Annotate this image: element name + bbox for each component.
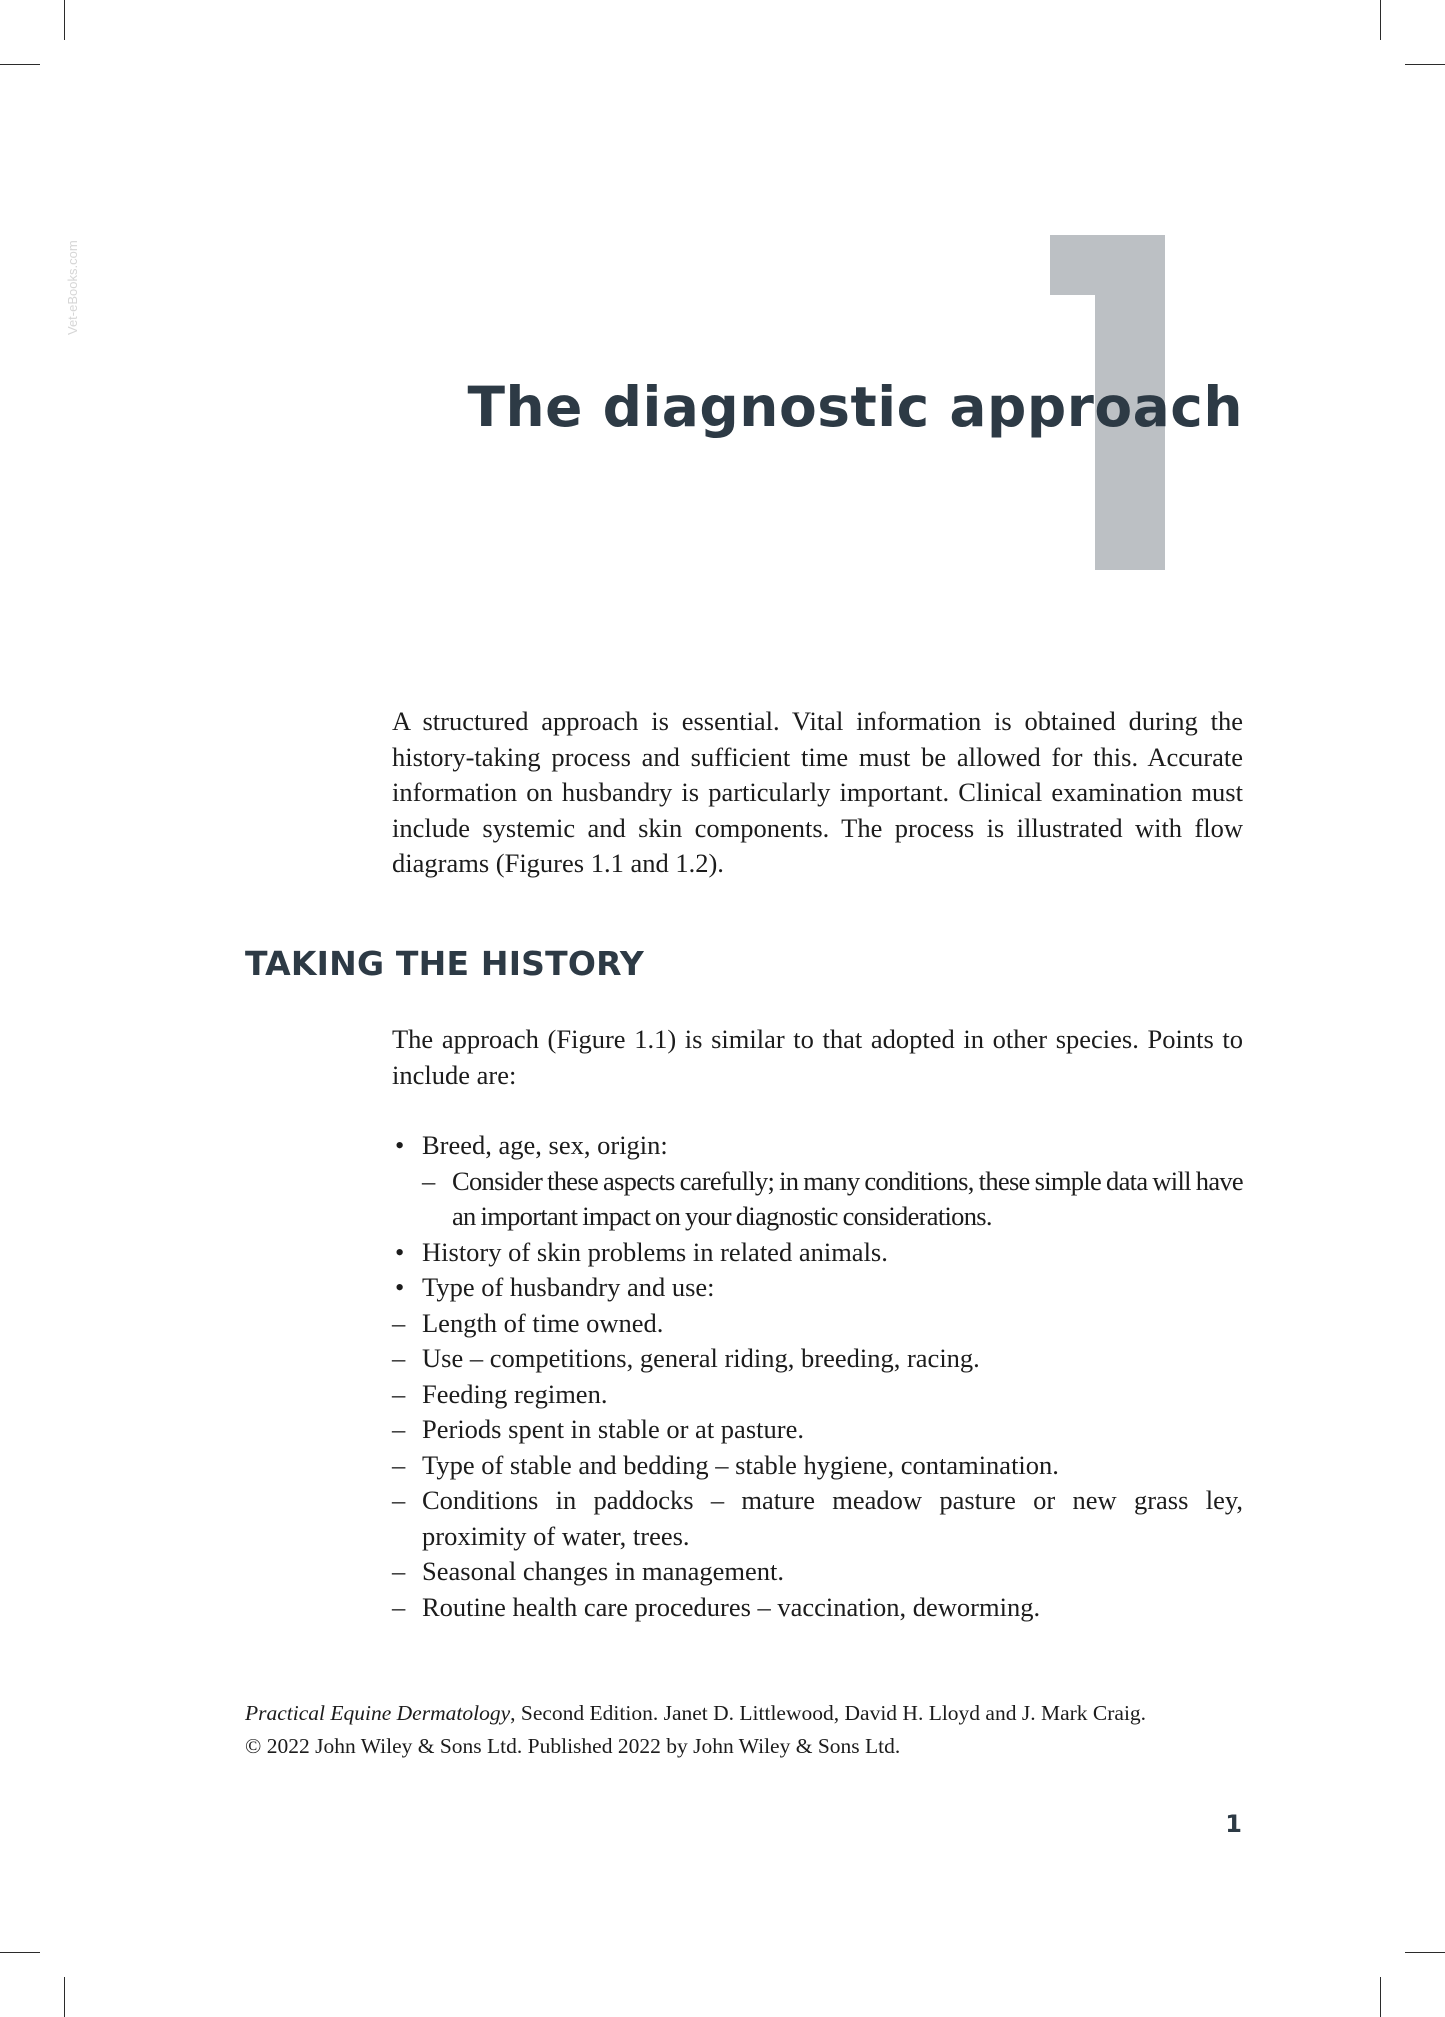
dash-marker: – xyxy=(392,1449,406,1480)
crop-mark xyxy=(1380,0,1381,40)
book-title: Practical Equine Dermatology xyxy=(245,1701,511,1725)
dash-marker: – xyxy=(392,1343,406,1373)
list-item-text: Breed, age, sex, origin: xyxy=(422,1130,668,1160)
sub-list-item-text: Conditions in paddocks – mature meadow pasture or new grass ley, proximity of water, trees. xyxy=(422,1485,1243,1551)
citation-footnote xyxy=(245,1697,1245,1763)
sub-list xyxy=(392,1306,1243,1626)
crop-mark xyxy=(1380,1977,1381,2017)
chapter-title: The diagnostic approach xyxy=(467,375,1243,439)
citation-text: , Second Edition. Janet D. Littlewood, David H. Lloyd and J. Mark Craig. xyxy=(510,1701,1147,1725)
list-item xyxy=(392,1128,1243,1235)
copyright-line: © 2022 John Wiley & Sons Ltd. Published 2022 by John Wiley & Sons Ltd. xyxy=(245,1734,901,1758)
sub-list-item-text: Seasonal changes in management. xyxy=(422,1556,785,1586)
sub-list-item-text: Feeding regimen. xyxy=(422,1378,608,1409)
history-points-list xyxy=(392,1128,1243,1625)
bullet-marker: • xyxy=(395,1236,405,1267)
sub-list-item-text: Routine health care procedures – vaccination, deworming. xyxy=(422,1591,1041,1622)
dash-marker: – xyxy=(392,1378,406,1409)
intro-paragraph: A structured approach is essential. Vital information is obtained during the history-taking process and sufficient time must be allowed for this. Accurate information on husbandry is particularly important. Clinical examination must include systemic and skin components. The process is illustrated with flow diagrams (Figures 1.1 and 1.2). xyxy=(392,706,1243,878)
sub-list-item xyxy=(392,1412,1243,1448)
sub-list-item xyxy=(392,1554,1243,1590)
citation-line xyxy=(245,1697,1245,1730)
sub-list-item-text: Consider these aspects carefully; in many conditions, these simple data will have an important impact on your diagnostic considerations. xyxy=(452,1165,1243,1231)
crop-mark xyxy=(0,1952,40,1953)
bullet-marker: • xyxy=(395,1272,405,1302)
dash-marker: – xyxy=(392,1414,406,1444)
sub-list-item-text: Length of time owned. xyxy=(422,1307,664,1338)
list-item-text: Type of husbandry and use: xyxy=(422,1272,715,1302)
crop-mark xyxy=(64,1977,65,2017)
sub-list-item-text: Use – competitions, general riding, breeding, racing. xyxy=(422,1343,980,1373)
sub-list-item-text: Type of stable and bedding – stable hygiene, contamination. xyxy=(422,1449,1059,1480)
section-intro-paragraph: The approach (Figure 1.1) is similar to that adopted in other species. Points to include are: xyxy=(392,1024,1243,1090)
sub-list-item xyxy=(392,1590,1243,1626)
dash-marker: – xyxy=(422,1165,435,1196)
sub-list-item xyxy=(392,1306,1243,1342)
crop-mark xyxy=(1405,1952,1445,1953)
sub-list-item xyxy=(392,1483,1243,1554)
list-item-text: History of skin problems in related animals. xyxy=(422,1236,888,1267)
crop-mark xyxy=(1405,64,1445,65)
sub-list-item xyxy=(392,1377,1243,1413)
sub-list-item-text: Periods spent in stable or at pasture. xyxy=(422,1414,804,1444)
sub-list-item xyxy=(392,1341,1243,1377)
section-heading: TAKING THE HISTORY xyxy=(245,944,645,983)
crop-mark xyxy=(64,0,65,40)
dash-marker: – xyxy=(392,1591,406,1622)
sub-list-item xyxy=(422,1164,1243,1235)
crop-mark xyxy=(0,64,40,65)
sub-list xyxy=(422,1164,1243,1235)
list-item xyxy=(392,1235,1243,1271)
sub-list-item xyxy=(392,1448,1243,1484)
list-item xyxy=(392,1270,1243,1625)
page-number: 1 xyxy=(1225,1810,1242,1838)
watermark: Vet-eBooks.com xyxy=(65,240,80,335)
bullet-marker: • xyxy=(395,1130,405,1160)
dash-marker: – xyxy=(392,1485,406,1515)
dash-marker: – xyxy=(392,1556,406,1586)
dash-marker: – xyxy=(392,1307,406,1338)
